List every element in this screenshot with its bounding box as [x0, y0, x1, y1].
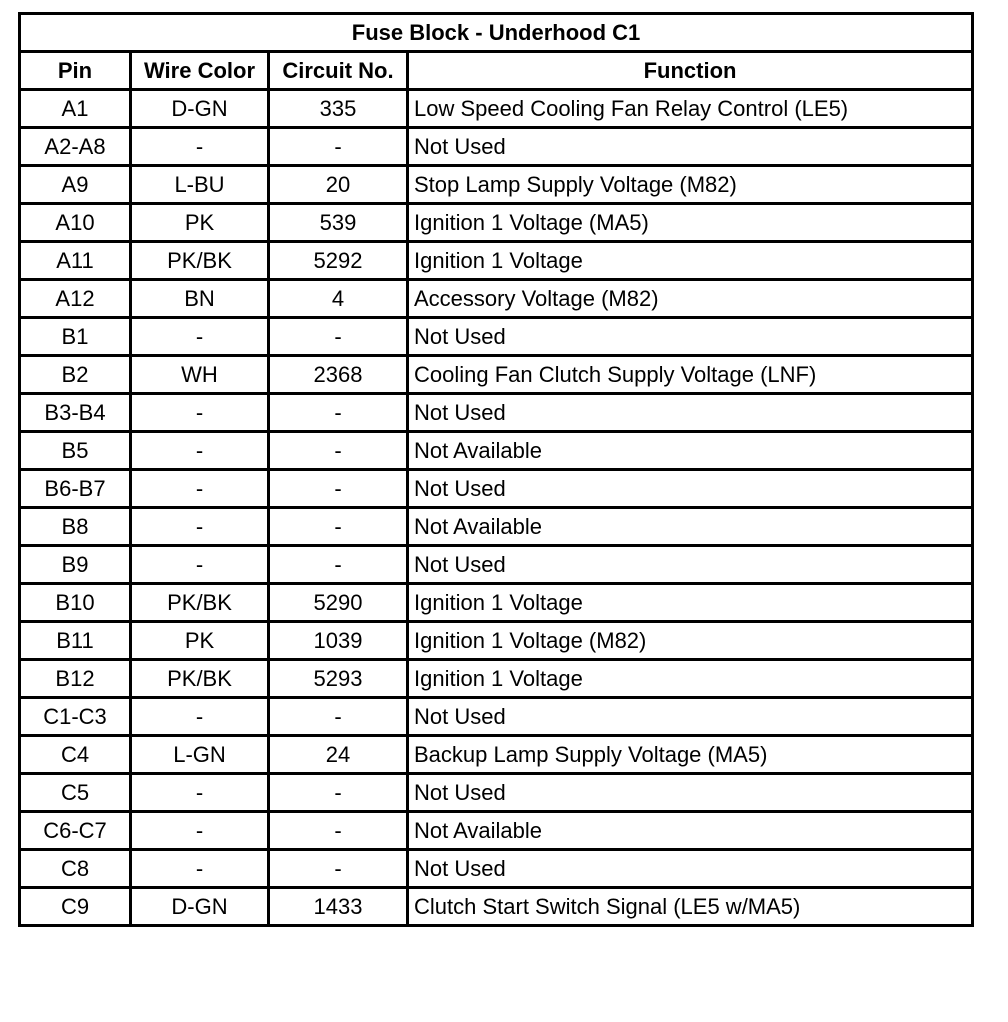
cell-pin: B6-B7: [20, 470, 131, 508]
cell-wire-color: -: [131, 850, 269, 888]
cell-pin: B12: [20, 660, 131, 698]
cell-circuit-no: 5290: [269, 584, 408, 622]
title-row: [20, 14, 973, 52]
table-row: [20, 242, 973, 280]
cell-wire-color: PK/BK: [131, 660, 269, 698]
cell-pin: B5: [20, 432, 131, 470]
cell-circuit-no: -: [269, 850, 408, 888]
table-row: [20, 850, 973, 888]
cell-pin: A10: [20, 204, 131, 242]
cell-wire-color: PK/BK: [131, 584, 269, 622]
cell-circuit-no: -: [269, 508, 408, 546]
table-row: [20, 318, 973, 356]
cell-pin: B2: [20, 356, 131, 394]
table-row: [20, 546, 973, 584]
cell-function: Not Used: [408, 546, 973, 584]
cell-wire-color: -: [131, 698, 269, 736]
cell-pin: A2-A8: [20, 128, 131, 166]
cell-circuit-no: -: [269, 128, 408, 166]
header-wire-color: Wire Color: [131, 52, 269, 90]
cell-circuit-no: -: [269, 774, 408, 812]
cell-wire-color: D-GN: [131, 90, 269, 128]
cell-function: Not Available: [408, 432, 973, 470]
table-row: [20, 356, 973, 394]
table-row: [20, 508, 973, 546]
cell-pin: B11: [20, 622, 131, 660]
cell-wire-color: -: [131, 318, 269, 356]
cell-function: Not Used: [408, 774, 973, 812]
header-pin: Pin: [20, 52, 131, 90]
cell-function: Clutch Start Switch Signal (LE5 w/MA5): [408, 888, 973, 926]
cell-circuit-no: -: [269, 318, 408, 356]
cell-wire-color: L-GN: [131, 736, 269, 774]
cell-wire-color: D-GN: [131, 888, 269, 926]
cell-circuit-no: 1039: [269, 622, 408, 660]
cell-circuit-no: 539: [269, 204, 408, 242]
cell-pin: C4: [20, 736, 131, 774]
cell-wire-color: L-BU: [131, 166, 269, 204]
cell-circuit-no: 24: [269, 736, 408, 774]
table-row: [20, 470, 973, 508]
cell-pin: C1-C3: [20, 698, 131, 736]
cell-function: Not Used: [408, 128, 973, 166]
cell-wire-color: -: [131, 394, 269, 432]
cell-wire-color: PK: [131, 204, 269, 242]
cell-wire-color: -: [131, 432, 269, 470]
cell-function: Not Used: [408, 394, 973, 432]
cell-pin: B9: [20, 546, 131, 584]
table-row: [20, 280, 973, 318]
cell-circuit-no: -: [269, 432, 408, 470]
cell-circuit-no: -: [269, 698, 408, 736]
table-row: [20, 432, 973, 470]
cell-pin: B8: [20, 508, 131, 546]
table-row: [20, 90, 973, 128]
cell-function: Not Used: [408, 470, 973, 508]
cell-circuit-no: -: [269, 812, 408, 850]
cell-circuit-no: -: [269, 394, 408, 432]
cell-pin: A12: [20, 280, 131, 318]
cell-wire-color: -: [131, 470, 269, 508]
table-row: [20, 660, 973, 698]
cell-wire-color: -: [131, 546, 269, 584]
cell-function: Accessory Voltage (M82): [408, 280, 973, 318]
cell-function: Low Speed Cooling Fan Relay Control (LE5): [408, 90, 973, 128]
cell-circuit-no: 2368: [269, 356, 408, 394]
cell-circuit-no: 4: [269, 280, 408, 318]
table-row: [20, 394, 973, 432]
cell-circuit-no: -: [269, 470, 408, 508]
cell-function: Stop Lamp Supply Voltage (M82): [408, 166, 973, 204]
cell-pin: C5: [20, 774, 131, 812]
cell-function: Ignition 1 Voltage: [408, 660, 973, 698]
table-row: [20, 166, 973, 204]
cell-function: Not Available: [408, 508, 973, 546]
cell-function: Not Used: [408, 318, 973, 356]
cell-function: Ignition 1 Voltage: [408, 584, 973, 622]
cell-pin: A9: [20, 166, 131, 204]
cell-pin: B1: [20, 318, 131, 356]
cell-circuit-no: 335: [269, 90, 408, 128]
table-row: [20, 622, 973, 660]
table-title: Fuse Block - Underhood C1: [20, 14, 973, 52]
table-row: [20, 888, 973, 926]
cell-function: Not Used: [408, 850, 973, 888]
cell-function: Ignition 1 Voltage (MA5): [408, 204, 973, 242]
cell-circuit-no: 1433: [269, 888, 408, 926]
cell-function: Not Available: [408, 812, 973, 850]
table-row: [20, 204, 973, 242]
table-row: [20, 812, 973, 850]
cell-function: Cooling Fan Clutch Supply Voltage (LNF): [408, 356, 973, 394]
cell-function: Backup Lamp Supply Voltage (MA5): [408, 736, 973, 774]
cell-function: Ignition 1 Voltage: [408, 242, 973, 280]
cell-pin: A1: [20, 90, 131, 128]
cell-pin: A11: [20, 242, 131, 280]
cell-circuit-no: 5293: [269, 660, 408, 698]
header-circuit-no: Circuit No.: [269, 52, 408, 90]
cell-function: Ignition 1 Voltage (M82): [408, 622, 973, 660]
table-body: [20, 90, 973, 926]
header-row: [20, 52, 973, 90]
cell-wire-color: PK: [131, 622, 269, 660]
cell-pin: B10: [20, 584, 131, 622]
cell-wire-color: WH: [131, 356, 269, 394]
cell-pin: C8: [20, 850, 131, 888]
cell-wire-color: BN: [131, 280, 269, 318]
header-function: Function: [408, 52, 973, 90]
cell-pin: C6-C7: [20, 812, 131, 850]
cell-pin: C9: [20, 888, 131, 926]
connector-pinout-table: [18, 12, 974, 927]
table-row: [20, 128, 973, 166]
cell-circuit-no: 5292: [269, 242, 408, 280]
cell-wire-color: -: [131, 128, 269, 166]
cell-wire-color: -: [131, 774, 269, 812]
cell-pin: B3-B4: [20, 394, 131, 432]
cell-wire-color: -: [131, 508, 269, 546]
cell-wire-color: PK/BK: [131, 242, 269, 280]
cell-wire-color: -: [131, 812, 269, 850]
cell-function: Not Used: [408, 698, 973, 736]
table-row: [20, 584, 973, 622]
table-row: [20, 736, 973, 774]
cell-circuit-no: 20: [269, 166, 408, 204]
table-row: [20, 774, 973, 812]
table-row: [20, 698, 973, 736]
cell-circuit-no: -: [269, 546, 408, 584]
